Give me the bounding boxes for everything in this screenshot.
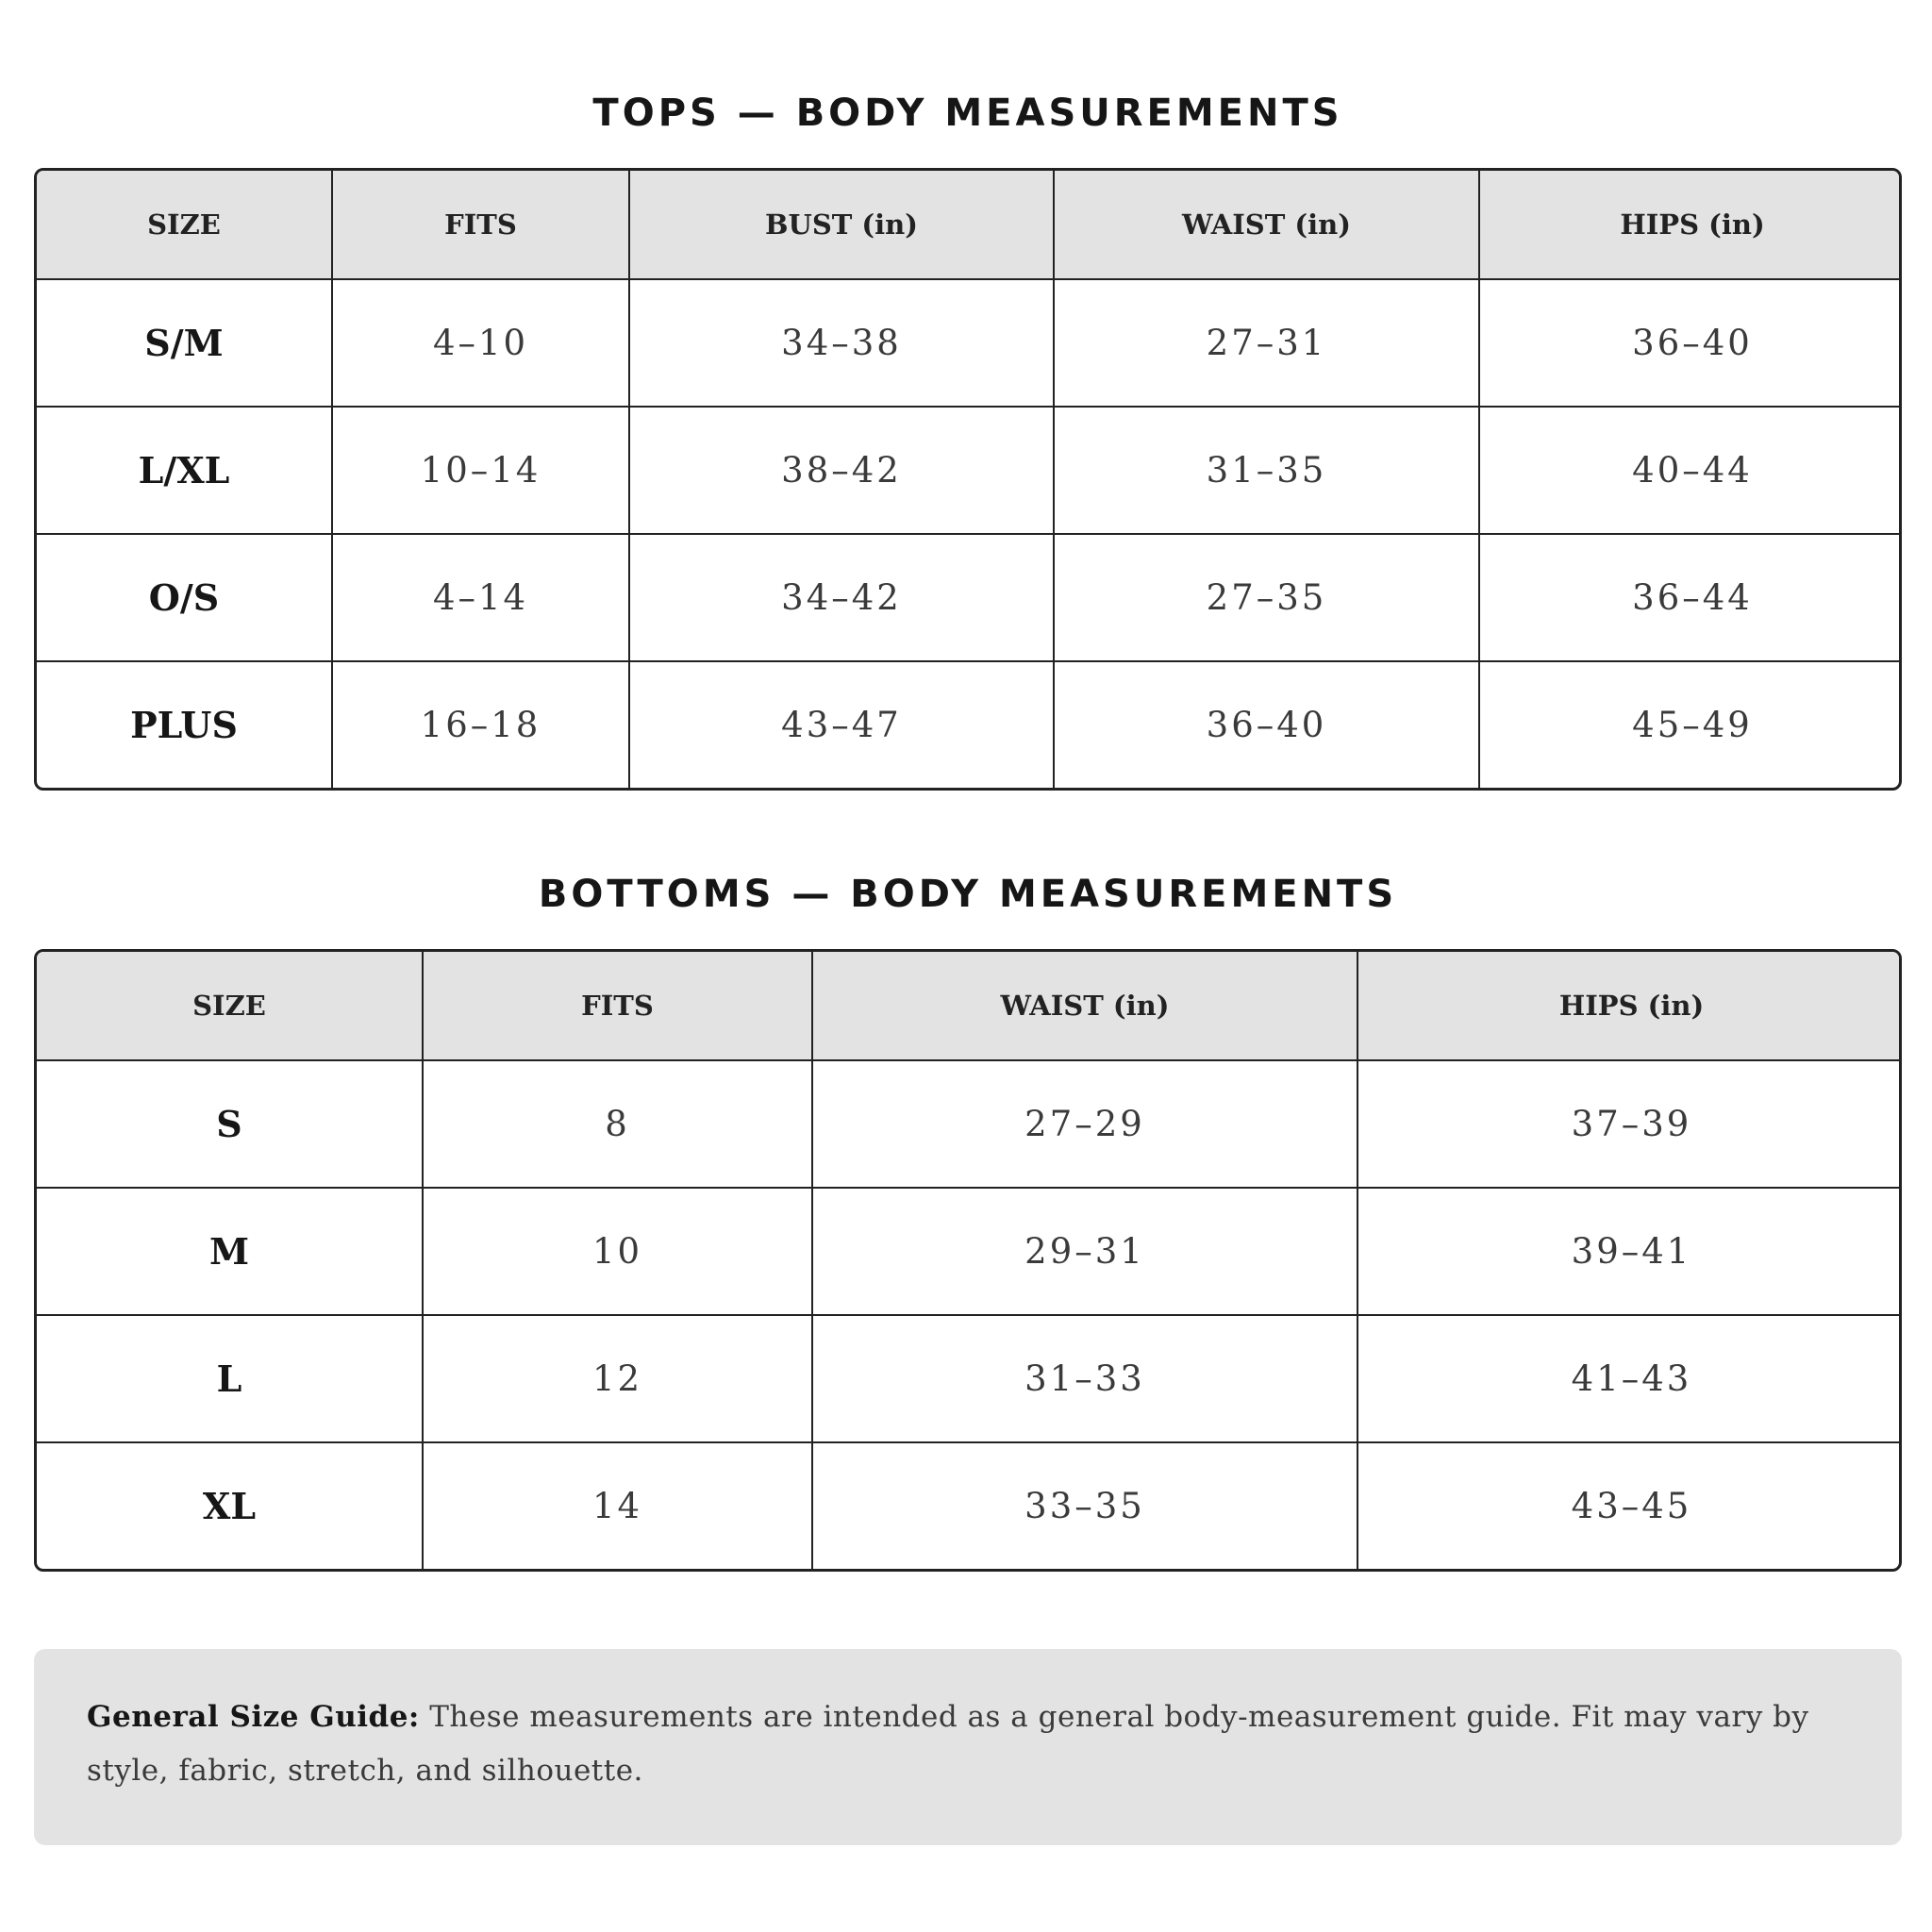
tops-header-fits: FITS (332, 171, 629, 279)
bottoms-header-waist: WAIST (in) (812, 952, 1357, 1060)
table-row (37, 1188, 1902, 1315)
bottoms-header-fits: FITS (423, 952, 812, 1060)
size-guide-page (34, 0, 1902, 1845)
hips-cell: 36–44 (1479, 534, 1902, 661)
bottoms-header-hips: HIPS (in) (1357, 952, 1902, 1060)
fits-cell: 4–10 (332, 279, 629, 407)
fits-cell: 10 (423, 1188, 812, 1315)
waist-cell: 31–33 (812, 1315, 1357, 1442)
fits-cell: 14 (423, 1442, 812, 1569)
bottoms-header-size: SIZE (37, 952, 423, 1060)
fits-cell: 8 (423, 1060, 812, 1188)
fits-cell: 10–14 (332, 407, 629, 534)
size-cell: L (37, 1315, 423, 1442)
waist-cell: 27–31 (1054, 279, 1479, 407)
size-cell: XL (37, 1442, 423, 1569)
tops-header-hips: HIPS (in) (1479, 171, 1902, 279)
tops-table-container (34, 168, 1902, 791)
hips-cell: 41–43 (1357, 1315, 1902, 1442)
fits-cell: 12 (423, 1315, 812, 1442)
size-cell: O/S (37, 534, 332, 661)
size-cell: S (37, 1060, 423, 1188)
fits-cell: 4–14 (332, 534, 629, 661)
tops-header-size: SIZE (37, 171, 332, 279)
hips-cell: 43–45 (1571, 1486, 1692, 1526)
hips-cell: 40–44 (1479, 407, 1902, 534)
fits-cell: 16–18 (332, 661, 629, 788)
waist-cell: 36–40 (1054, 661, 1479, 788)
waist-cell: 27–29 (812, 1060, 1357, 1188)
hips-cell: 36–40 (1479, 279, 1902, 407)
tops-section-title: TOPS — BODY MEASUREMENTS (592, 92, 1343, 135)
bust-cell: 34–38 (629, 279, 1054, 407)
size-cell: PLUS (37, 661, 332, 788)
waist-cell: 29–31 (812, 1188, 1357, 1315)
table-row (37, 534, 1902, 661)
general-size-guide-note (34, 1649, 1902, 1845)
table-row (37, 1060, 1902, 1188)
waist-cell: 31–35 (1054, 407, 1479, 534)
tops-header-row (37, 171, 1902, 279)
waist-cell: 33–35 (812, 1442, 1357, 1569)
tops-header-bust: BUST (in) (629, 171, 1054, 279)
size-cell: L/XL (37, 407, 332, 534)
table-row (37, 279, 1902, 407)
hips-cell: 45–49 (1632, 705, 1753, 745)
bottoms-section-title: BOTTOMS — BODY MEASUREMENTS (538, 873, 1398, 916)
tops-header-waist: WAIST (in) (1054, 171, 1479, 279)
size-cell: S/M (37, 279, 332, 407)
table-row (37, 1315, 1902, 1442)
hips-cell: 39–41 (1357, 1188, 1902, 1315)
bust-cell: 43–47 (629, 661, 1054, 788)
tops-measurements-table (37, 171, 1902, 788)
table-row (37, 661, 1902, 788)
hips-cell: 37–39 (1357, 1060, 1902, 1188)
note-text: These measurements are intended as a general body-measurement guide. Fit may vary by style, fabric, stretch, and silhouette. (87, 1700, 1809, 1788)
bust-cell: 34–42 (629, 534, 1054, 661)
waist-cell: 27–35 (1054, 534, 1479, 661)
bust-cell: 38–42 (629, 407, 1054, 534)
table-row (37, 1442, 1902, 1569)
table-row (37, 407, 1902, 534)
bottoms-measurements-table (37, 952, 1902, 1569)
bottoms-header-row (37, 952, 1902, 1060)
bottoms-table-container (34, 949, 1902, 1572)
note-label: General Size Guide: (87, 1700, 420, 1734)
size-cell: M (37, 1188, 423, 1315)
